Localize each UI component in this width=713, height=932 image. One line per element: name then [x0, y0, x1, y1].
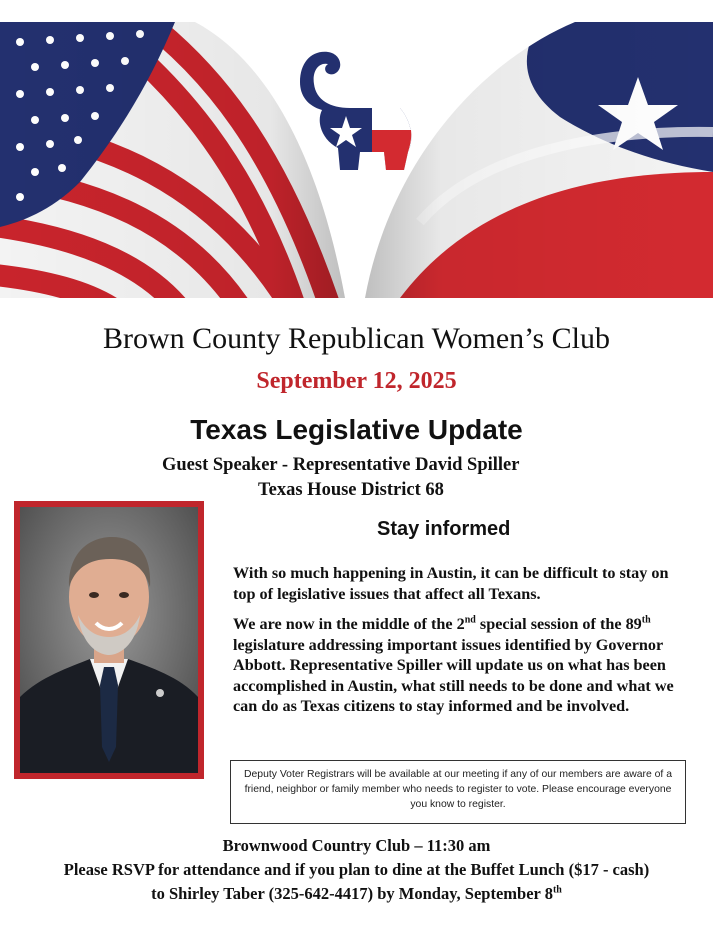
intro-paragraph: With so much happening in Austin, it can be difficult to stay on top of legislative issues that affect all Texans.	[233, 564, 669, 603]
guest-speaker-line: Guest Speaker - Representative David Spiller	[162, 455, 520, 475]
venue-line: Brownwood Country Club – 11:30 am	[222, 836, 491, 855]
rsvp-contact-line: to Shirley Taber (325-642-4417) by Monday, September 8th	[151, 884, 562, 903]
voter-registration-notice: Deputy Voter Registrars will be available at our meeting if any of our members are aware of a friend, neighbor or family member who needs to register to vote. Please encourage everyone you know to register.	[230, 760, 686, 824]
event-date: September 12, 2025	[256, 368, 457, 394]
club-title: Brown County Republican Women’s Club	[102, 322, 610, 355]
event-headline: Texas Legislative Update	[190, 414, 523, 445]
speaker-photo	[20, 507, 198, 773]
elephant-logo-icon	[300, 52, 411, 170]
district-line: Texas House District 68	[258, 480, 444, 500]
session-paragraph: We are now in the middle of the 2nd special session of the 89th legislature addressing important issues identified by Governor Abbott. Representative Spiller will update us on what has been accomplished in Austin, what still needs to be done and what we can do as Texas citizens to stay informed and be involved.	[233, 614, 674, 715]
section-heading: Stay informed	[377, 518, 511, 540]
rsvp-line: Please RSVP for attendance and if you plan to dine at the Buffet Lunch ($17 - cash)	[63, 860, 650, 879]
flag-banner	[0, 22, 713, 298]
